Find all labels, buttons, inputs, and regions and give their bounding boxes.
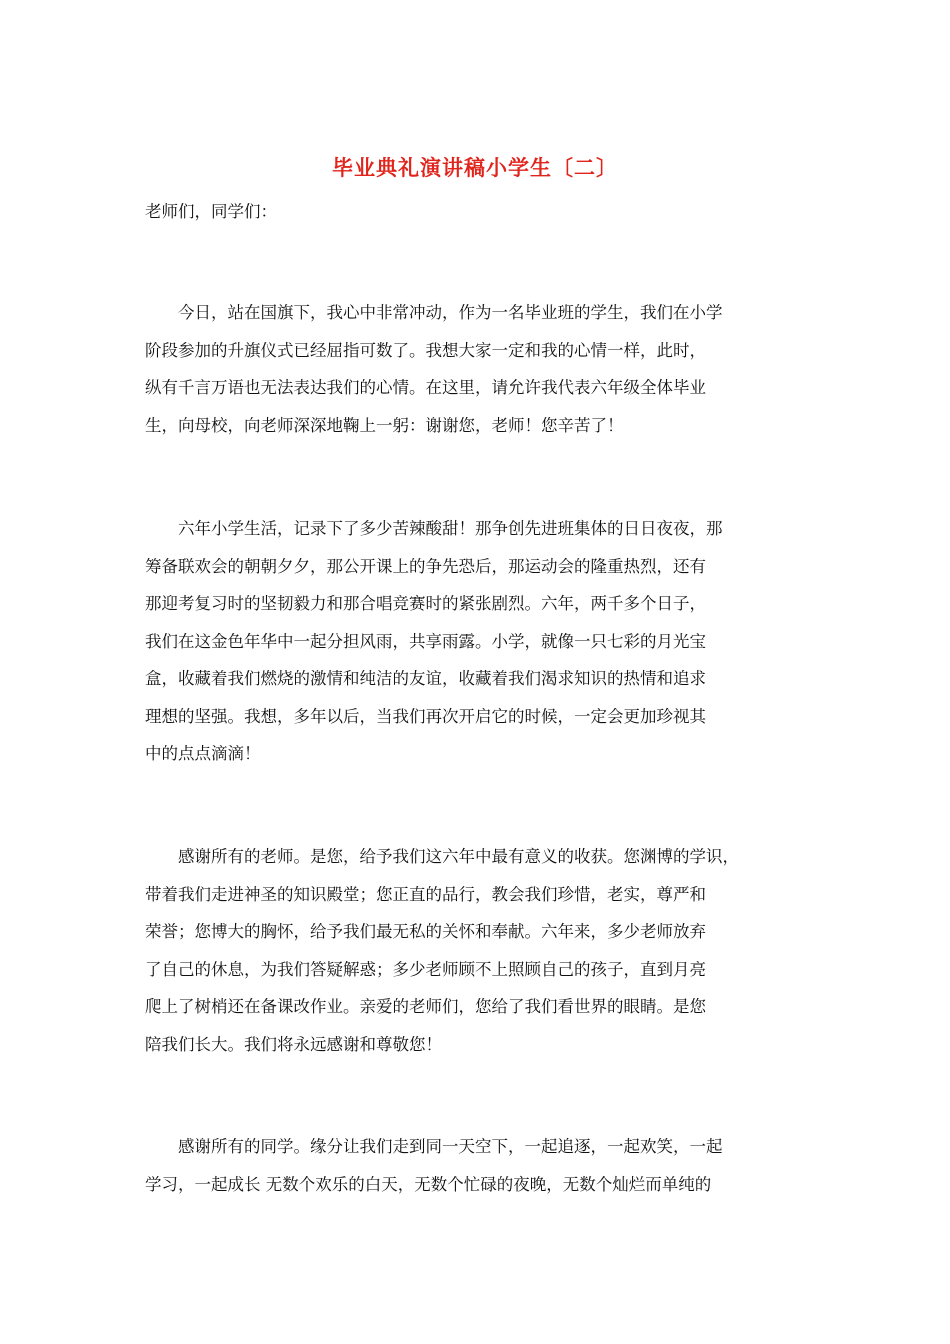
paragraph-line: 理想的坚强。我想，多年以后，当我们再次开启它的时候，一定会更加珍视其 [145, 706, 706, 726]
paragraph-line: 今日，站在国旗下，我心中非常冲动，作为一名毕业班的学生，我们在小学 [145, 303, 723, 322]
paragraph-line: 纵有千言万语也无法表达我们的心情。在这里，请允许我代表六年级全体毕业 [145, 378, 706, 397]
paragraph-3 [145, 846, 805, 1071]
paragraph-line: 学习，一起成长 无数个欢乐的白天，无数个忙碌的夜晚，无数个灿烂而单纯的 [145, 1174, 712, 1194]
paragraph-1 [145, 302, 805, 452]
paragraph-2 [145, 518, 805, 781]
paragraph-4 [145, 1136, 805, 1211]
paragraph-line: 生，向母校，向老师深深地鞠上一躬：谢谢您，老师！您辛苦了！ [145, 415, 624, 435]
document-title: 毕业典礼演讲稿小学生〔二〕 [332, 155, 618, 180]
paragraph-line: 荣誉；您博大的胸怀，给予我们最无私的关怀和奉献。六年来，多少老师放弃 [145, 922, 706, 941]
salutation: 老师们，同学们： [145, 202, 277, 221]
paragraph-line: 六年小学生活，记录下了多少苦辣酸甜！那争创先进班集体的日日夜夜，那 [145, 519, 723, 538]
paragraph-line: 爬上了树梢还在备课改作业。亲爱的老师们，您给了我们看世界的眼睛。是您 [145, 997, 706, 1016]
paragraph-line: 筹备联欢会的朝朝夕夕，那公开课上的争先恐后，那运动会的隆重热烈，还有 [145, 556, 706, 576]
paragraph-line: 带着我们走进神圣的知识殿堂；您正直的品行，教会我们珍惜，老实，尊严和 [145, 884, 706, 904]
paragraph-line: 感谢所有的老师。是您，给予我们这六年中最有意义的收获。您渊博的学识， [145, 847, 739, 866]
paragraph-line: 那迎考复习时的坚韧毅力和那合唱竞赛时的紧张剧烈。六年，两千多个日子， [145, 594, 706, 613]
paragraph-line: 中的点点滴滴！ [145, 744, 261, 763]
paragraph-line: 阶段参加的升旗仪式已经屈指可数了。我想大家一定和我的心情一样，此时， [145, 340, 706, 360]
paragraph-line: 陪我们长大。我们将永远感谢和尊敬您！ [145, 1034, 442, 1054]
paragraph-line: 了自己的休息，为我们答疑解惑；多少老师顾不上照顾自己的孩子，直到月亮 [145, 959, 706, 979]
paragraph-line: 感谢所有的同学。缘分让我们走到同一天空下，一起追逐，一起欢笑，一起 [145, 1137, 723, 1156]
paragraph-line: 我们在这金色年华中一起分担风雨，共享雨露。小学，就像一只七彩的月光宝 [145, 631, 706, 651]
paragraph-line: 盒，收藏着我们燃烧的激情和纯洁的友谊，收藏着我们渴求知识的热情和追求 [145, 669, 706, 688]
